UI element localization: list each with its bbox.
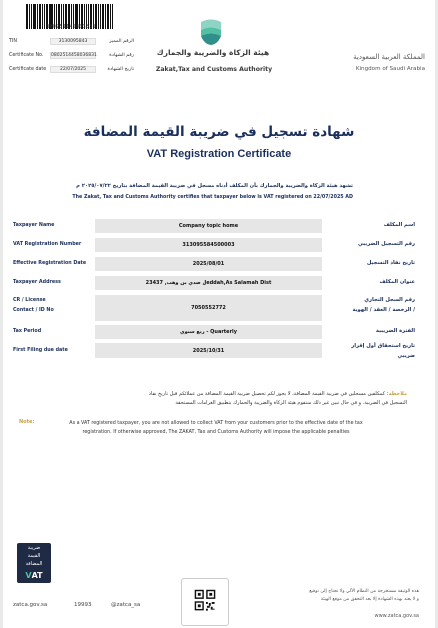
barcode-bar [26,4,28,29]
row-label-ar: الفترة الضريبية [375,328,415,334]
meta-certificate-no [6,51,134,60]
barcode-bar [29,4,30,29]
meta-tin-label-ar: الرقم المميز [109,39,134,44]
note-ar [23,390,407,408]
barcode-number: 300251145803831 [46,24,96,30]
zatca-logo-icon [196,16,226,46]
taxpayer-address-value: 23437 ,صدي بن وهب ,Jeddah,As Salamah Dist [95,276,322,290]
row-label-ar-2: / الرخصة / العقد / الهوية [352,307,415,313]
meta-certificate-date-label: Certificate date [9,67,47,72]
intro-text-ar: تشهد هيئة الزكاة والضريبة والجمارك بأن المكلف أدناه مسجل في ضريبة القيمة المضافة بتاريخ ٢٠٢٥/٠٧/٢٢ م [76,183,353,189]
row-label-ar: عنوان المكلف [379,279,415,285]
row-label-ar-2: ضريبي [397,353,415,359]
meta-certificate-no-value: 0802514458036831 [51,53,97,58]
note-ar-line-2: التسجيل في الضريبة. و في حال تبين غير ذلك ستقوم هيئة الزكاة والضريبة والجمارك بتطبيق الغرامات المستحقة [175,400,407,406]
effective-date-value: 2025/08/01 [95,257,322,271]
meta-certificate-date [6,65,134,74]
row-label-ar: رقم السجل التجاري [364,297,415,303]
note-label-en: Note: [19,419,35,425]
row-label-ar: اسم المكلف [383,222,415,228]
barcode-bar [112,4,113,29]
vat-number-value: 313095584500003 [95,238,322,252]
meta-certificate-date-value: 22/07/2025 [50,66,96,73]
certificate-title-en: VAT Registration Certificate [146,148,292,160]
certificate-title-ar: شهادة تسجيل في ضريبة القيمة المضافة [83,124,355,140]
taxpayer-name-value: Company topic home [95,219,322,233]
authority-name-ar: هيئة الزكاة والضريبة والجمارك [156,48,270,57]
row-label-en: CR / License [13,298,46,303]
footer-disclaimer-ar-2: و لا يعتد بهذه الشهادة إلا بعد التحقق من موقع الهيئة [320,597,419,602]
certificate-page [3,0,435,628]
footer-phone: 19993 [74,602,92,608]
row-label-ar: تاريخ نفاذ التسجيل [366,260,415,266]
vat-logo-v: V [25,571,32,580]
note-en-line-2: registration. If otherwise approved, The ZAKAT, Tax and Customs Authority will impose the applicable penalties [82,430,350,435]
row-label-en: First Filing due date [13,348,68,353]
footer-website[interactable]: zatca.gov.sa [13,602,48,608]
note-label-ar: ملاحظة: [386,391,407,397]
meta-tin-value: 3130095843 [50,38,96,45]
footer-disclaimer-ar-1: هذه الوثيقة مستخرجة من النظام الآلي ولا تحتاج إلى توقيع [309,589,419,594]
row-label-en: Taxpayer Name [13,223,55,228]
vat-logo-word [17,571,51,580]
row-label-ar: تاريخ استحقاق أول إقرار [351,343,415,349]
meta-certificate-no-label-ar: رقم الشهادة [109,53,134,58]
row-label-en: Effective Registration Date [13,261,87,266]
tax-period-value: ربع سنوي - Quarterly [95,325,322,339]
meta-certificate-no-label: Certificate No. [9,53,44,58]
vat-logo-line-3: المضافة [25,561,43,567]
row-label-en: Tax Period [13,329,42,334]
meta-certificate-date-label-ar: تاريخ الشهادة [107,67,134,72]
note-en [51,419,381,437]
vat-logo [17,543,51,583]
authority-name-en: Zakat,Tax and Customs Authority [155,66,273,73]
row-label-en-2: Contact / ID No [13,308,54,313]
footer-social-handle[interactable]: @zatca_sa [111,602,141,608]
vat-logo-line-1: ضريبة [27,545,41,551]
meta-tin-label: TIN [9,39,17,44]
meta-tin [6,37,134,46]
footer-disclaimer-ar [251,588,419,604]
intro-text-en: The Zakat, Tax and Customs Authority certifies that taxpayer below is VAT registered on 22/07/2025 AD [72,195,353,200]
first-filing-value: 2025/10/31 [95,343,322,358]
cr-license-value: 7050552772 [95,295,322,321]
row-label-en: VAT Registration Number [13,242,82,247]
qr-code-icon [181,578,229,626]
note-ar-line-1: كمكلفين مسجلين في ضريبة القيمة المضافة، لا يجوز لكم تحصيل ضريبة القيمة المضافة من عملائكم قبل تاريخ نفاذ [148,391,385,397]
note-en-line-1: As a VAT registered taxpayer, you are not allowed to collect VAT from your customers prior to the effective date of the tax [69,421,363,426]
kingdom-name-en: Kingdom of Saudi Arabia [355,66,425,72]
vat-logo-at: AT [31,571,43,580]
kingdom-name-ar: المملكة العربية السعودية [353,53,425,61]
footer-url[interactable]: www.zatca.gov.sa [374,613,419,619]
row-label-en: Taxpayer Address [13,280,61,285]
vat-logo-line-2: القيمة [27,553,41,559]
row-label-ar: رقم التسجيل الضريبي [357,241,415,247]
